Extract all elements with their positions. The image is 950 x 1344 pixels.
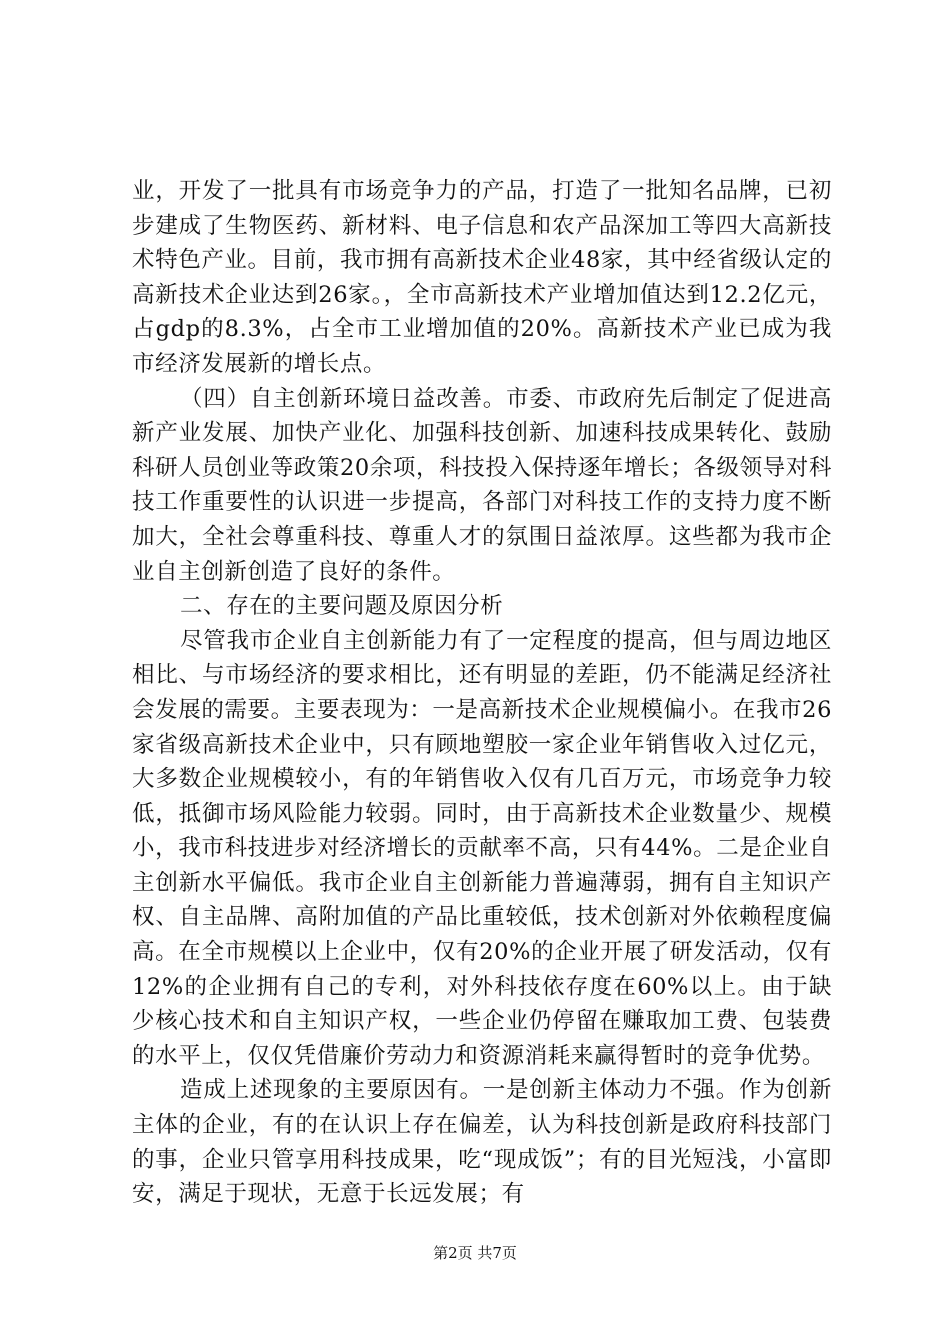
paragraph-problems: 尽管我市企业自主创新能力有了一定程度的提高，但与周边地区相比、与市场经济的要求相比，还有明显的差距，仍不能满足经济社会发展的需要。主要表现为：一是高新技术企业规模偏小。在我市26家省级高新技术企业中，只有顾地塑胶一家企业年销售收入过亿元，大多数企业规模较小，有的年销售收入仅有几百万元，市场竞争力较低，抵御市场风险能力较弱。同时，由于高新技术企业数量少、规模小，我市科技进步对经济增长的贡献率不高，只有44%。二是企业自主创新水平偏低。我市企业自主创新能力普遍薄弱，拥有自主知识产权、自主品牌、高附加值的产品比重较低，技术创新对外依赖程度偏高。在全市规模以上企业中，仅有20%的企业开展了研发活动，仅有12%的企业拥有自己的专利，对外科技依存度在60%以上。由于缺少核心技术和自主知识产权，一些企业仍停留在赚取加工费、包装费的水平上，仅仅凭借廉价劳动力和资源消耗来赢得暂时的竞争优势。	[132, 627, 832, 1069]
paragraph-causes: 造成上述现象的主要原因有。一是创新主体动力不强。作为创新主体的企业，有的在认识上存在偏差，认为科技创新是政府科技部门的事，企业只管享用科技成果，吃“现成饭”；有的目光短浅，小富即安，满足于现状，无意于长远发展；有	[132, 1077, 832, 1208]
section-heading-problems: 二、存在的主要问题及原因分析	[180, 593, 504, 620]
page-footer: 第2页 共7页	[433, 1244, 517, 1262]
paragraph-continued: 业，开发了一批具有市场竞争力的产品，打造了一批知名品牌，已初步建成了生物医药、新材料、电子信息和农产品深加工等四大高新技术特色产业。目前，我市拥有高新技术企业48家，其中经省级认定的高新技术企业达到26家。，全市高新技术产业增加值达到12.2亿元，占gdp的8.3%，占全市工业增加值的20%。高新技术产业已成为我市经济发展新的增长点。	[132, 178, 832, 377]
paragraph-section-four: （四）自主创新环境日益改善。市委、市政府先后制定了促进高新产业发展、加快产业化、加强科技创新、加速科技成果转化、鼓励科研人员创业等政策20余项，科技投入保持逐年增长；各级领导对科技工作重要性的认识进一步提高，各部门对科技工作的支持力度不断加大，全社会尊重科技、尊重人才的氛围日益浓厚。这些都为我市企业自主创新创造了良好的条件。	[132, 385, 832, 585]
document-body	[132, 174, 832, 1212]
